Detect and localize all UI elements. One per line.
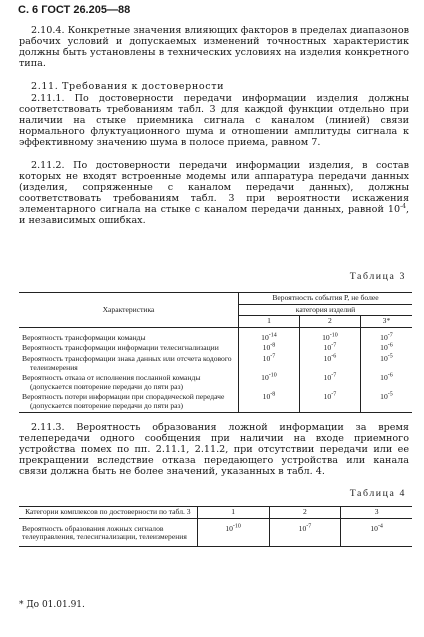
table-3-cell [239,354,300,373]
cell-base: 10 [322,332,330,342]
cell-exponent: -7 [270,353,276,360]
cell-base: 10 [380,353,388,363]
table-3-row-label: Вероятность трансформации информации телесигнализации [19,343,239,354]
cell-base: 10 [370,523,378,533]
cell-exponent: -10 [268,372,277,379]
cell-exponent: -8 [270,342,276,349]
table-4-header-category: Категории комплексов по достоверности по табл. 3 [19,507,197,519]
cell-base: 10 [262,343,271,353]
table-3 [19,292,412,413]
table-4-row-label: Вероятность образования ложных сигналов телеуправления, телесигнализации, телеизмерения [19,518,197,546]
table-3-cell [299,392,360,412]
table-3-row-label: Вероятность трансформации знака данных или отсчета кодового телеизмерения [19,354,239,373]
table-3-row [19,354,412,373]
cell-base: 10 [261,332,269,342]
table-3-header-category: категория изделий [239,304,413,316]
cell-exponent: -5 [387,353,393,360]
cell-exponent: -10 [329,332,338,339]
cell-base: 10 [380,343,388,353]
paragraph-2-11-2-text: 2.11.2. По достоверности передачи информации изделия, в состав которых не входят встроенные модемы или аппаратура передачи данных (изделия, сопряженные с каналом передачи данных), должны соответствовать требованиям табл. 3 при вероятности искажения элементарного сигнала на стыке с каналом передачи данных, равной 10 [19,160,409,216]
cell-base: 10 [380,392,388,402]
table-3-cell [360,373,412,392]
cell-base: 10 [380,373,388,383]
table-3-cell [239,392,300,412]
table-3-cell [360,392,412,412]
cell-exponent: -10 [232,523,241,530]
table-3-row-label: Вероятность трансформации команды [19,327,239,343]
cell-base: 10 [225,523,233,533]
table-3-cell [360,354,412,373]
cell-base: 10 [323,353,332,363]
cell-base: 10 [323,392,332,402]
table-4-cell [197,518,269,546]
paragraph-2-11-3: 2.11.3. Вероятность образования ложной информации за время телепередачи одного сообщения при наличии на входе приемного устройства помех по пп. 2.11.1, 2.11.2, при отсутствии передачи или ее прекращении вследствие отказа передающего устройства или канала связи должна быть не более значений, указанных в табл. 4. [19,422,409,478]
table-3-category-3: 3* [360,316,412,328]
cell-base: 10 [298,523,307,533]
table-4-row [19,518,412,546]
page-header: С. 6 ГОСТ 26.205—88 [18,4,131,16]
cell-exponent: -7 [331,342,337,349]
paragraph-2-11-1: 2.11.1. По достоверности передачи информации изделия должны соответствовать требованиям табл. 3 для каждой функции отдельно при наличии на стыке приемника сигнала с каналом (линией) связи нормального флуктуационного шума и отношении амплитуды сигнала к эффективному значению шума в полосе приема, равном 7. [19,93,409,149]
table-3-cell [299,354,360,373]
cell-exponent: -6 [387,342,393,349]
cell-base: 10 [323,373,332,383]
cell-base: 10 [323,343,332,353]
table-3-cell [299,343,360,354]
table-4-cell [341,518,412,546]
table-3-category-2: 2 [299,316,360,328]
cell-exponent: -7 [331,372,337,379]
cell-exponent: -8 [270,391,276,398]
table-4 [19,506,412,547]
cell-exponent: -6 [387,372,393,379]
table-3-row-label: Вероятность потери информации при спорадической передаче (допускается повторение передачи до пяти раз) [19,392,239,412]
table-3-cell [239,327,300,343]
table-3-row [19,373,412,392]
table-3-cell [299,373,360,392]
table-4-category-3: 3 [341,507,412,519]
cell-base: 10 [262,353,271,363]
cell-exponent: -4 [377,523,383,530]
table-4-cell [269,518,341,546]
table-3-cell [360,327,412,343]
table-3-cell [239,343,300,354]
table-3-cell [239,373,300,392]
table-3-header-characteristic: Характеристика [19,293,239,328]
table-3-category-1: 1 [239,316,300,328]
cell-exponent: -6 [331,353,337,360]
paragraph-2-11-2 [19,160,409,227]
section-heading-2-11: 2.11. Требования к достоверности [31,81,225,92]
table-3-row-label: Вероятность отказа от исполнения посланной команды (допускается повторение передачи до пяти раз) [19,373,239,392]
table-3-row [19,327,412,343]
paragraph-2-10-4: 2.10.4. Конкретные значения влияющих факторов в пределах диапазонов рабочих условий и допускаемых изменений точностных характеристик должны быть установлены в технических условиях на изделия конкретного типа. [19,25,409,70]
footnote: * До 01.01.91. [19,600,85,610]
table-3-row [19,343,412,354]
paragraph-2-11-2-tail: , и независимых ошибках. [19,204,409,227]
cell-base: 10 [380,332,388,342]
table-3-header-probability: Вероятность события P, не более [239,293,413,305]
cell-base: 10 [261,373,269,383]
cell-exponent: -14 [268,332,277,339]
cell-base: 10 [262,392,271,402]
cell-exponent: -5 [387,391,393,398]
table-3-cell [360,343,412,354]
table-3-caption: Таблица 3 [349,271,406,282]
cell-exponent: -7 [387,332,393,339]
table-4-caption: Таблица 4 [349,488,406,499]
table-4-category-1: 1 [197,507,269,519]
cell-exponent: -7 [306,523,312,530]
table-4-category-2: 2 [269,507,341,519]
cell-exponent: -7 [331,391,337,398]
table-3-row [19,392,412,412]
table-3-cell [299,327,360,343]
paragraph-2-11-2-exponent: -4 [400,203,406,211]
